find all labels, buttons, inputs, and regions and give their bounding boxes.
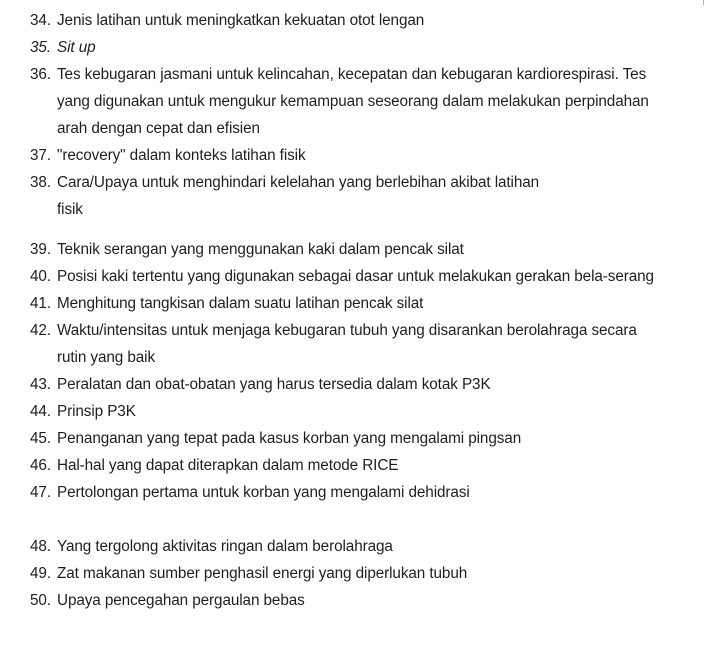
list-item-38 <box>30 174 539 192</box>
item-number: 42. <box>30 322 51 339</box>
item-text: arah dengan cepat dan efisien <box>57 120 260 137</box>
item-text: rutin yang baik <box>57 349 155 366</box>
item-number: 45. <box>30 430 51 447</box>
list-item-43 <box>30 376 491 394</box>
item-text: yang digunakan untuk mengukur kemampuan seseorang dalam melakukan perpindahan <box>57 93 649 110</box>
item-number: 48. <box>30 538 51 555</box>
item-text: Cara/Upaya untuk menghindari kelelahan yang berlebihan akibat latihan <box>57 174 540 191</box>
item-text: Peralatan dan obat-obatan yang harus tersedia dalam kotak P3K <box>57 376 491 393</box>
item-text: Zat makanan sumber penghasil energi yang diperlukan tubuh <box>57 565 468 582</box>
item-number: 49. <box>30 565 51 582</box>
item-text: Hal-hal yang dapat diterapkan dalam metode RICE <box>57 457 399 474</box>
item-text: Menghitung tangkisan dalam suatu latihan pencak silat <box>57 295 424 312</box>
item-text: Sit up <box>57 39 96 56</box>
item-text: Waktu/intensitas untuk menjaga kebugaran tubuh yang disarankan berolahraga secara <box>57 322 637 339</box>
list-item-42-cont-1 <box>57 349 155 367</box>
item-number: 36. <box>30 66 51 83</box>
item-text: Penanganan yang tepat pada kasus korban yang mengalami pingsan <box>57 430 522 447</box>
item-number: 37. <box>30 147 51 164</box>
item-text: Posisi kaki tertentu yang digunakan sebagai dasar untuk melakukan gerakan bela-serang <box>57 268 654 285</box>
item-text: Upaya pencegahan pergaulan bebas <box>57 592 305 609</box>
list-item-40 <box>30 268 654 286</box>
corner-tick <box>703 0 704 5</box>
item-text: Pertolongan pertama untuk korban yang mengalami dehidrasi <box>57 484 470 501</box>
item-text: Yang tergolong aktivitas ringan dalam berolahraga <box>57 538 393 555</box>
item-number: 35. <box>30 39 51 56</box>
list-item-39 <box>30 241 464 259</box>
list-item-42 <box>30 322 637 340</box>
list-item-47 <box>30 484 470 502</box>
item-number: 43. <box>30 376 51 393</box>
item-number: 39. <box>30 241 51 258</box>
list-item-35 <box>30 39 96 57</box>
item-text: fisik <box>57 201 83 218</box>
item-text: Prinsip P3K <box>57 403 136 420</box>
item-number: 41. <box>30 295 51 312</box>
item-text: Jenis latihan untuk meningkatkan kekuatan otot lengan <box>57 12 425 29</box>
item-number: 50. <box>30 592 51 609</box>
item-number: 40. <box>30 268 51 285</box>
list-item-46 <box>30 457 398 475</box>
list-item-38-cont-1 <box>57 201 83 219</box>
list-item-37 <box>30 147 306 165</box>
list-item-36 <box>30 66 646 84</box>
list-item-36-cont-1 <box>57 93 649 111</box>
list-item-45 <box>30 430 521 448</box>
list-item-48 <box>30 538 393 556</box>
item-text: Tes kebugaran jasmani untuk kelincahan, kecepatan dan kebugaran kardiorespirasi. Tes <box>57 66 647 83</box>
item-text: "recovery" dalam konteks latihan fisik <box>57 147 306 164</box>
item-number: 34. <box>30 12 51 29</box>
list-item-50 <box>30 592 305 610</box>
item-text: Teknik serangan yang menggunakan kaki dalam pencak silat <box>57 241 464 258</box>
item-number: 38. <box>30 174 51 191</box>
list-item-49 <box>30 565 467 583</box>
list-item-34 <box>30 12 424 30</box>
item-number: 46. <box>30 457 51 474</box>
list-item-41 <box>30 295 423 313</box>
list-item-44 <box>30 403 136 421</box>
list-item-36-cont-2 <box>57 120 260 138</box>
item-number: 47. <box>30 484 51 501</box>
item-number: 44. <box>30 403 51 420</box>
